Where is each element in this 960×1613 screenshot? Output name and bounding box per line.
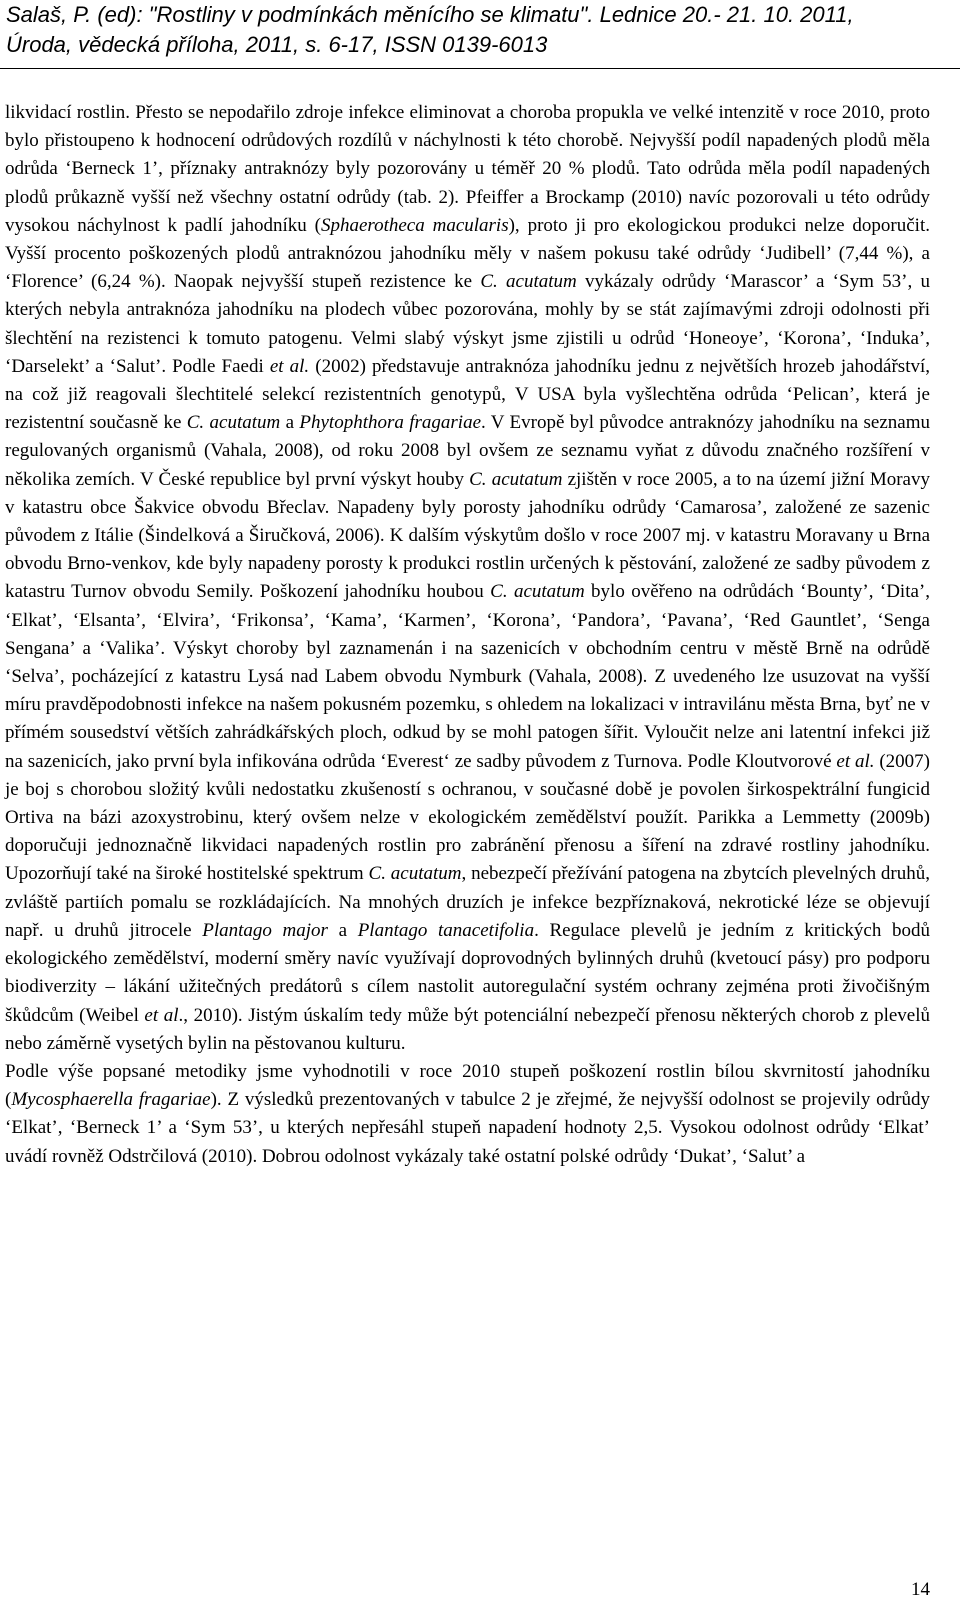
- species-name: C. acutatum: [186, 412, 281, 434]
- text-run: , nebezpečí přežívání patogena na zbytcích plevelných druhů, zvláště partiích pomalu se rozkládajících. Na mnohých druzích je infekce bezpříznaková, nekrotické léze se objevují např. u druhů jitrocele: [5, 863, 930, 941]
- text-run: ). Z výsledků prezentovaných v tabulce 2 je zřejmé, že nejvyšší odolnost se projevily odrůdy ‘Elkat’, ‘Berneck 1’ a ‘Sym 53’, u kterých nepřesáhl stupeň napadení hodnoty 2,5. Vysokou odolnost odrůdy ‘Elkat’ uvádí rovněž Odstrčilová (2010). Dobrou odolnost vykázaly také ostatní polské odrůdy ‘Dukat’, ‘Salut’ a: [5, 1089, 930, 1167]
- species-name: Sphaerotheca macularis: [320, 214, 509, 236]
- species-name: C. acutatum: [490, 581, 585, 603]
- species-name: C. acutatum: [368, 863, 462, 885]
- text-run: a: [280, 412, 300, 434]
- text-run: bylo ověřeno na odrůdách ‘Bounty’, ‘Dita’, ‘Elkat’, ‘Elsanta’, ‘Elvira’, ‘Frikonsa’, ‘Kama’, ‘Karmen’, ‘Korona’, ‘Pandora’, ‘Pavana’, ‘Red Gauntlet’, ‘Senga Sengana’ a ‘Valika’. Výskyt choroby byl zaznamenán i na sazenicích v obchodním centru v městě Brně na odrůdě ‘Selva’, pocházející z katastru Lysá nad Labem obvodu Nymburk (Vahala, 2008). Z uvedeného lze usuzovat na vyšší míru pravděpodobnosti infekce na našem pokusném pozemku, s ohledem na lokalizaci v intravilánu města Brna, byť ne v přímém sousedství větších zahrádkářských ploch, odkud by se mohl patogen šířit. Vyloučit nelze ani latentní infekci již na sazenicích, jako první byla infikována odrůda ‘Everest‘ ze sadby původem z Turnova. Podle Kloutvorové: [5, 581, 930, 772]
- species-name: Plantago tanacetifolia: [357, 919, 535, 941]
- text-run: vykázaly odrůdy ‘Marascor’ a ‘Sym 53’, u kterých nebyla antraknóza jahodníku na plodech vůbec pozorována, mohly by se stát zajímavými zdroji odolnosti při šlechtění na rezistenci k tomuto patogenu. Velmi slabý výskyt jsme zjistili u odrůd ‘Honeoye’, ‘Korona’, ‘Induka’, ‘Darselekt’ a ‘Salut’. Podle Faedi: [5, 271, 930, 377]
- text-run: . Regulace plevelů je jedním z kritických bodů ekologického zemědělství, moderní směry navíc využívají doprovodných bylinných druhů (kvetoucí pásy) pro podporu biodiverzity – lákání užitečných predátorů s cílem nastolit autoregulační systém ochrany zejména proti živočišným škůdcům (Weibel: [5, 919, 930, 1026]
- header-divider: [0, 68, 960, 69]
- citation-etal: et al: [144, 1004, 179, 1026]
- text-run: ., 2010). Jistým úskalím tedy může být potenciální nebezpečí přenosu některých chorob z plevelů nebo záměrně vysetých bylin na pěstovanou kulturu.: [5, 1004, 930, 1054]
- paragraph-1: [5, 99, 930, 1058]
- species-name: Mycosphaerella fragariae: [11, 1089, 211, 1111]
- text-run: likvidací rostlin. Přesto se nepodařilo zdroje infekce eliminovat a choroba propukla ve velké intenzitě v roce 2010, proto bylo přistoupeno k hodnocení odrůdových rozdílů v náchylnosti k této chorobě. Nejvyšší podíl napadených plodů měla odrůda ‘Berneck 1’, příznaky antraknózy byly pozorovány u téměř 20 % plodů. Tato odrůda měla podíl napadených plodů průkazně vyšší než všechny ostatní odrůdy (tab. 2). Pfeiffer a Brockamp (2010) navíc pozorovali u této odrůdy vysokou náchylnost k padlí jahodníku (: [5, 102, 930, 236]
- text-run: Podle výše popsané metodiky jsme vyhodnotili v roce 2010 stupeň poškození rostlin bílou skvrnitostí jahodníku (: [5, 1060, 930, 1111]
- citation-etal: et al.: [836, 750, 875, 772]
- running-header: [6, 0, 926, 64]
- article-body: [5, 99, 930, 1171]
- text-run: (2002) představuje antraknóza jahodníku jednu z největších hrozeb jahodářství, na což již reagovali šlechtitelé selekcí rezistentních genotypů, V USA byla vyšlechtěna odrůda ‘Pelican’, která je rezistentní současně ke: [5, 355, 930, 434]
- text-run: . V Evropě byl původce antraknózy jahodníku na seznamu regulovaných organismů (Vahala, 2008), od roku 2008 byl ovšem ze seznamu vyňat z důvodu značného rozšíření v několika zemích. V České republice byl první výskyt houby: [5, 412, 930, 490]
- header-line-2: Úroda, vědecká příloha, 2011, s. 6-17, ISSN 0139-6013: [6, 32, 548, 57]
- species-name: C. acutatum: [480, 271, 577, 293]
- text-run: ), proto ji pro ekologickou produkci nelze doporučit. Vyšší procento poškozených plodů antraknózou jahodníku měly v našem pokusu také odrůdy ‘Judibell’ (7,44 %), a ‘Florence’ (6,24 %). Naopak nejvyšší stupeň rezistence ke: [5, 214, 930, 293]
- paragraph-2: [5, 1058, 930, 1171]
- species-name: C. acutatum: [469, 468, 563, 490]
- text-run: zjištěn v roce 2005, a to na území jižní Moravy v katastru obce Šakvice obvodu Břeclav. Napadeny byly porosty jahodníku odrůdy ‘Camarosa’, založené ze sazenic původem z Itálie (Šindelková a Širučková, 2006). K dalším výskytům došlo v roce 2007 mj. v katastru Moravany u Brna obvodu Brno-venkov, kde byly napadeny porosty k produkci rostlin určených k pěstování, založené ze sadby původem z katastru Turnov obvodu Semily. Poškození jahodníku houbou: [5, 468, 930, 603]
- citation-etal: et al.: [269, 355, 310, 377]
- text-run: (2007) je boj s chorobou složitý kvůli nedostatku zkušeností s ochranou, v současné době je povolen širkospektrální fungicid Ortiva na bázi azoxystrobinu, který ovšem nelze v ekologickém zemědělství použít. Parikka a Lemmetty (2009b) doporučuji jednoznačně likvidaci napadených rostlin pro zabránění přenosu a šíření na zdravé rostliny jahodníku. Upozorňují také na široké hostitelské spektrum: [5, 750, 930, 885]
- header-line-1: Salaš, P. (ed): "Rostliny v podmínkách měnícího se klimatu". Lednice 20.- 21. 10. 2011,: [6, 2, 854, 27]
- species-name: Plantago major: [202, 919, 328, 941]
- species-name: Phytophthora fragariae: [299, 412, 482, 434]
- page-number: 14: [911, 1579, 930, 1600]
- text-run: a: [327, 919, 358, 941]
